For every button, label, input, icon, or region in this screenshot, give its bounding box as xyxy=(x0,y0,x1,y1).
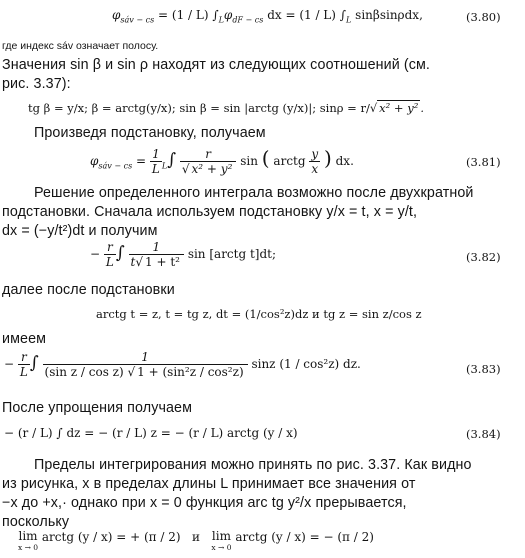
equation-3-84: − (r / L) ∫ dz = − (r / L) z = − (r / L) arctg (y / x) xyxy=(4,426,298,440)
eq-middle-2: φ xyxy=(223,8,233,22)
fraction: $\frac{1}{\text{t√ 1 + t²}}$ xyxy=(129,240,184,269)
eq-sign: − xyxy=(4,357,15,371)
paragraph-line: Значения sin β и sin ρ находят из следующих соотношений (см. xyxy=(2,57,430,73)
eq-body: sinz (1 / cos²z) dz. xyxy=(251,357,361,371)
paragraph-line: −x до +x,· однако при x = 0 функция arc tg y²/x прерывается, xyxy=(2,495,407,511)
limit-expression: arctg (y / x) = + (π / 2) xyxy=(41,530,181,544)
eq-lhs: φ xyxy=(112,8,121,22)
eq-body: sin [arctg t]dt; xyxy=(187,247,277,261)
integral-sign: ∫ xyxy=(115,243,125,263)
limit: lim x → 0 xyxy=(18,529,39,552)
eq-lhs: φ xyxy=(90,154,99,168)
equation-3-81: $\varphi_{sáv - cs}$ = $\frac{1}{L}$ $_L$∫ $\frac{r}{\text{√ x² + y²}}$ sin ( arctg $\frac{y}{x}$ ) dx. xyxy=(90,146,354,176)
integral-sign: ∫ xyxy=(29,353,39,373)
relations-sqrt: x² + y² xyxy=(379,101,419,115)
paragraph-line: рис. 3.37): xyxy=(2,76,71,92)
eq-middle-3: dx = (1 / L) ∫ xyxy=(267,8,347,22)
paragraph-line: dx = (−y/t²)dt и получим xyxy=(2,223,158,239)
eq-lhs-sub: sáv − cs xyxy=(120,15,155,25)
fraction: $\frac{1}{\text{(sin z / cos z) √ 1 + (sin²z / cos²z)}}$ xyxy=(43,350,248,379)
eq-sign: − xyxy=(90,247,101,261)
fraction: $\frac{y}{x}$ xyxy=(311,147,319,176)
paragraph-line: Решение определенного интеграла возможно после двухкратной xyxy=(34,185,474,201)
sin-fn: sin xyxy=(240,154,258,168)
fraction: $\frac{r}{L}$ xyxy=(105,240,114,269)
paragraph-line: поскольку xyxy=(2,514,70,530)
paragraph: где индекс sáv означает полосу. xyxy=(2,40,159,52)
relations-text: tg β = y/x; β = arctg(y/x); sin β = sin |arctg (y/x)|; sinρ = r/ xyxy=(28,101,370,115)
limit: lim x → 0 xyxy=(211,529,232,552)
integral-sign: ∫ xyxy=(167,150,177,170)
equation-limits xyxy=(18,530,374,552)
paragraph-line: далее после подстановки xyxy=(2,282,175,298)
fraction: $\frac{1}{L}$ xyxy=(151,147,160,176)
equation-substitution: arctg t = z, t = tg z, dt = (1/cos²z)dz и tg z = sin z/cos z xyxy=(96,307,422,321)
paragraph-line: из рисунка, x в пределах длины L принимает все значения от xyxy=(2,476,416,492)
equation-number: (3.82) xyxy=(466,250,501,264)
eq-int-sub: L xyxy=(218,15,224,25)
equation-relations: tg β = y/x; β = arctg(y/x); sin β = sin |arctg (y/x)|; sinρ = r/√ x² + y² . xyxy=(28,101,424,115)
eq-middle: = (1 / L) ∫ xyxy=(158,8,219,22)
eq-int-sub: L xyxy=(161,161,168,171)
equation-number: (3.84) xyxy=(466,427,501,441)
eq-equals: = xyxy=(136,154,147,168)
eq-rhs: sinβsinρdx, xyxy=(355,8,423,22)
eq-dx: dx. xyxy=(335,154,354,168)
fraction: $\frac{r}{\text{√ x² + y²}}$ xyxy=(180,147,237,176)
equation-number: (3.80) xyxy=(466,10,501,24)
relations-tail: . xyxy=(420,101,424,115)
paragraph-line: имеем xyxy=(2,331,47,347)
paragraph-line: Пределы интегрирования можно принять по рис. 3.37. Как видно xyxy=(34,457,472,473)
equation-number: (3.83) xyxy=(466,362,501,376)
conjunction: и xyxy=(191,530,200,544)
paragraph-line: подстановки. Сначала используем подстановку y/x = t, x = y/t, xyxy=(2,204,418,220)
fraction: $\frac{r}{L}$ xyxy=(19,350,28,379)
paragraph-line: После упрощения получаем xyxy=(2,400,193,416)
arctg-fn: arctg xyxy=(273,154,306,168)
equation-3-82 xyxy=(90,240,276,269)
limit-expression: arctg (y / x) = − (π / 2) xyxy=(235,530,374,544)
eq-int-sub-2: L xyxy=(346,15,352,25)
eq-lhs-sub: sáv − cs xyxy=(98,161,133,171)
eq-mid2-sub: dF − cs xyxy=(232,15,264,25)
equation-number: (3.81) xyxy=(466,155,501,169)
equation-3-80 xyxy=(112,8,423,24)
paragraph-line: Произведя подстановку, получаем xyxy=(34,125,266,141)
equation-3-83 xyxy=(4,350,361,379)
